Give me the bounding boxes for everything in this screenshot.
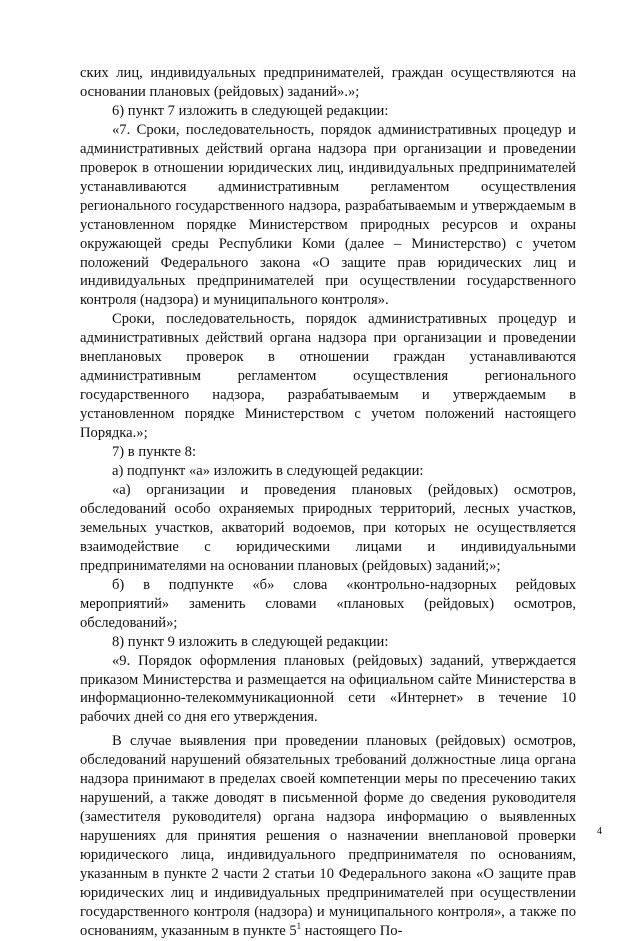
paragraph-clause-9: «9. Порядок оформления плановых (рейдовых) заданий, утверждается приказом Министерства и размещается на официальном сайте Министерства в информационно-телекоммуникационной сети «Интернет» в течение 10 рабочих дней со дня его утверждения. (80, 652, 576, 726)
paragraph-subitem-a-text: «а) организации и проведения плановых (рейдовых) осмотров, обследований особо охраняемых природных территорий, лесных участков, земельных участков, акваторий водоемов, при которых не осуществляется взаимодействие с юридическими лицами и индивидуальными предпринимателями на основании плановых (рейдовых) заданий;»; (80, 481, 576, 574)
paragraph-item-8: 8) пункт 9 изложить в следующей редакции: (112, 633, 389, 650)
paragraph-item-6: 6) пункт 7 изложить в следующей редакции: (112, 102, 389, 119)
body-text (80, 64, 576, 941)
paragraph-subitem-b: б) в подпункте «б» слова «контрольно-надзорных рейдовых мероприятий» заменить словами «плановых (рейдовых) осмотров, обследований»; (80, 576, 576, 631)
paragraph-item-7: 7) в пункте 8: (112, 444, 197, 461)
paragraph-violations-tail: настоящего По- (301, 922, 403, 939)
page-number: 4 (597, 826, 602, 837)
paragraph-subitem-a: а) подпункт «а» изложить в следующей редакции: (112, 463, 424, 480)
paragraph-continuation: ских лиц, индивидуальных предпринимателей, граждан осуществляются на основании плановых (рейдовых) заданий».»; (80, 65, 576, 100)
paragraph-clause-7: «7. Сроки, последовательность, порядок административных процедур и административных действий органа надзора при организации и проведении проверок в отношении юридических лиц, индивидуальных предпринимателей устанавливаются административным регламентом осуществления регионального государственного надзора, разрабатываемым и утверждаемым в установленном порядке Министерством природных ресурсов и охраны окружающей среды Республики Коми (далее – Министерство) с учетом положений Федерального закона «О защите прав юридических лиц и индивидуальных предпринимателей при осуществлении государственного контроля (надзора) и муниципального контроля». (80, 121, 576, 309)
footnote-mark: 1 (296, 921, 302, 932)
paragraph-violations (80, 732, 576, 940)
paragraph-violations-text: В случае выявления при проведении плановых (рейдовых) осмотров, обследований нарушений обязательных требований должностные лица органа надзора принимают в пределах своей компетенции меры по пресечению таких нарушений, а также доводят в письменной форме до сведения руководителя (заместителя руководителя) органа надзора информацию о выявленных нарушениях для принятия решения о назначении внеплановой проверки юридического лица, индивидуального предпринимателя по основаниям, указанным в пункте 2 части 2 статьи 10 Федерального закона «О защите прав юридических лиц и индивидуальных предпринимателей при осуществлении государственного контроля (надзора) и муниципального контроля», а также по основаниям, указанным в пункте 5 (80, 733, 576, 939)
paragraph-clause-7-cont: Сроки, последовательность, порядок административных процедур и административных действий органа надзора при организации и проведении внеплановых проверок в отношении граждан устанавливаются административным регламентом осуществления регионального государственного надзора, разрабатываемым и утверждаемым в установленном порядке Министерством с учетом положений настоящего Порядка.»; (80, 311, 576, 442)
